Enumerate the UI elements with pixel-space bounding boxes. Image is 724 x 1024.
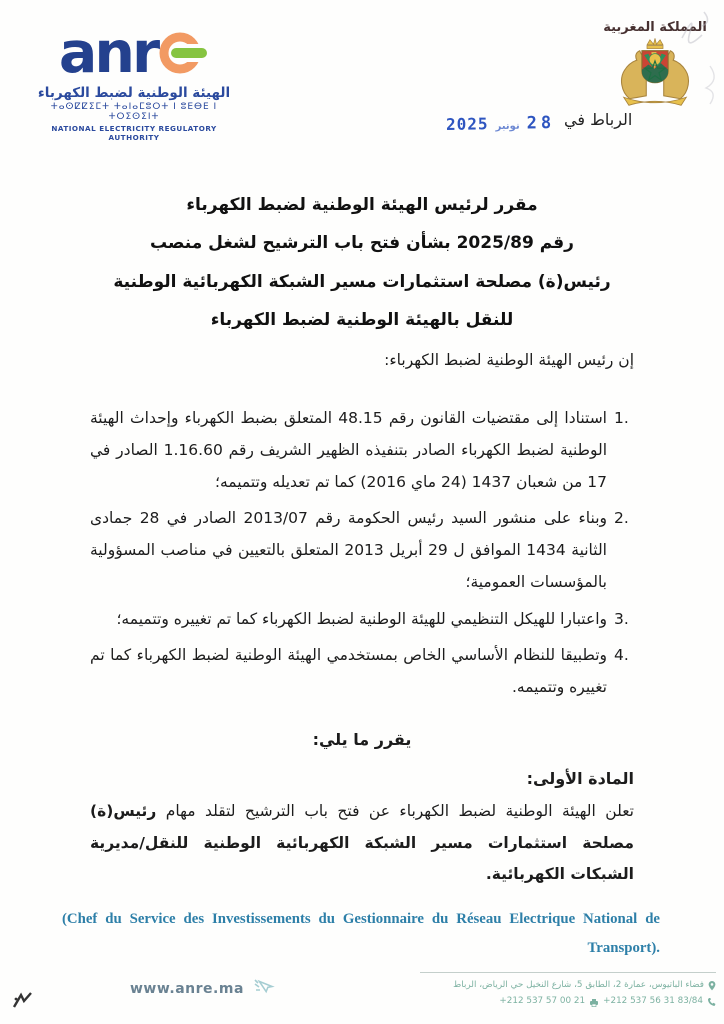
article1-body-bold: رئيس(ة) مصلحة استثمارات مسير الشبكة الكهربائية الوطنية للنقل/مديرية الشبكات الكهربائية. xyxy=(90,801,634,884)
decree-title-line3: رئيس(ة) مصلحة استثمارات مسير الشبكة الكهربائية الوطنية للنقل بالهيئة الوطنية لضبط الكهرباء xyxy=(113,271,611,330)
footer-contact-block xyxy=(420,972,716,1010)
footer-fax-number: +212 537 57 00 21 xyxy=(499,996,586,1007)
logo-name-arabic: الهيئة الوطنية لضبط الكهرباء xyxy=(37,85,231,101)
preamble-item xyxy=(90,503,634,598)
logo-name-tifinagh: ⵜⴰⵙⵇⵇⵉⵎⵜ ⵜⴰⵏⴰⵎⵓⵔⵜ ⵏ ⵓⴹⴱⴹ ⵏ ⵜⵔⵉⵙⵉⵏⵜ xyxy=(50,102,218,122)
preamble-item xyxy=(90,604,634,636)
preamble-item-number: 2. xyxy=(614,509,629,528)
decision-line: يقرر ما يلي: xyxy=(312,729,412,749)
article1-body xyxy=(90,796,634,891)
footer-address-row xyxy=(420,978,716,994)
stamp-day: 28 xyxy=(526,113,556,134)
preamble-list xyxy=(90,403,634,704)
phone-icon xyxy=(707,998,716,1007)
click-hand-icon xyxy=(252,978,276,1000)
anre-wordmark-text: anr xyxy=(58,19,158,86)
anre-wordmark xyxy=(36,19,232,86)
article1-body-normal: تعلن الهيئة الوطنية لضبط الكهرباء عن فتح باب الترشيح لتقلد مهام xyxy=(156,801,634,820)
decree-intro: إن رئيس الهيئة الوطنية لضبط الكهرباء: xyxy=(384,351,634,369)
footer-address: فضاء الباتيوس، عمارة 2، الطابق 5، شارع النخيل حي الرياض، الرباط xyxy=(453,980,704,991)
anre-logo xyxy=(36,19,232,142)
decree-title xyxy=(90,186,634,339)
preamble-item-text: استنادا إلى مقتضيات القانون رقم 48.15 المتعلق بضبط الكهرباء وإحداث الهيئة الوطنية لضبط الكهرباء الصادر بتنفيذه الظهير الشريف رقم 1.16.60 الصادر في 17 من شعبان 1437 (24 ماي 2016) كما تم تعديله وتتميمه؛ xyxy=(90,409,608,491)
preamble-item-number: 4. xyxy=(614,646,629,665)
footer-phones-row xyxy=(420,994,716,1010)
fax-icon xyxy=(589,998,599,1007)
website-url: www.anre.ma xyxy=(130,981,244,997)
location-pin-icon xyxy=(708,981,716,991)
website-block xyxy=(130,978,276,1000)
preamble-item xyxy=(90,403,634,498)
kingdom-title: المملكة المغربية xyxy=(603,20,707,35)
preamble-item-text: وبناء على منشور السيد رئيس الحكومة رقم 2013/07 الصادر في 28 جمادى الثانية 1434 الموافق ل 29 أبريل 2013 المتعلق بالتعيين في مناصب المسؤولية بالمؤسسات العمومية؛ xyxy=(90,509,607,591)
scan-artifact-mark xyxy=(12,990,34,1010)
stamp-year: 2025 xyxy=(445,114,489,134)
anre-e-power-icon xyxy=(159,29,209,77)
document-body xyxy=(0,186,724,963)
preamble-item-text: وتطبيقا للنظام الأساسي الخاص بمستخدمي الهيئة الوطنية لضبط الكهرباء كما تم تغييره وتتميمه. xyxy=(90,646,607,697)
logo-name-english: NATIONAL ELECTRICITY REGULATORY AUTHORITY xyxy=(51,124,217,142)
date-stamp xyxy=(446,113,555,135)
preamble-item-number: 3. xyxy=(614,609,629,628)
article1-heading: المادة الأولى: xyxy=(526,768,634,788)
article1-body-french: (Chef du Service des Investissements du Gestionnaire du Réseau Electrique National de Transport). xyxy=(62,911,660,957)
footer-phone-number: +212 537 56 31 83/84 xyxy=(603,996,703,1007)
stamp-month: نونبر xyxy=(495,120,520,133)
preamble-item-number: 1. xyxy=(614,409,629,427)
decree-title-line2: رقم 2025/89 بشأن فتح باب الترشيح لشغل منصب xyxy=(150,233,574,254)
decree-title-line1: مقرر لرئيس الهيئة الوطنية لضبط الكهرباء xyxy=(186,195,538,215)
handwritten-scan-mark xyxy=(652,4,722,114)
place-label: الرباط في xyxy=(564,110,633,129)
preamble-item xyxy=(90,640,634,704)
preamble-item-text: واعتبارا للهيكل التنظيمي للهيئة الوطنية لضبط الكهرباء كما تم تغييره وتتميمه؛ xyxy=(116,609,607,628)
